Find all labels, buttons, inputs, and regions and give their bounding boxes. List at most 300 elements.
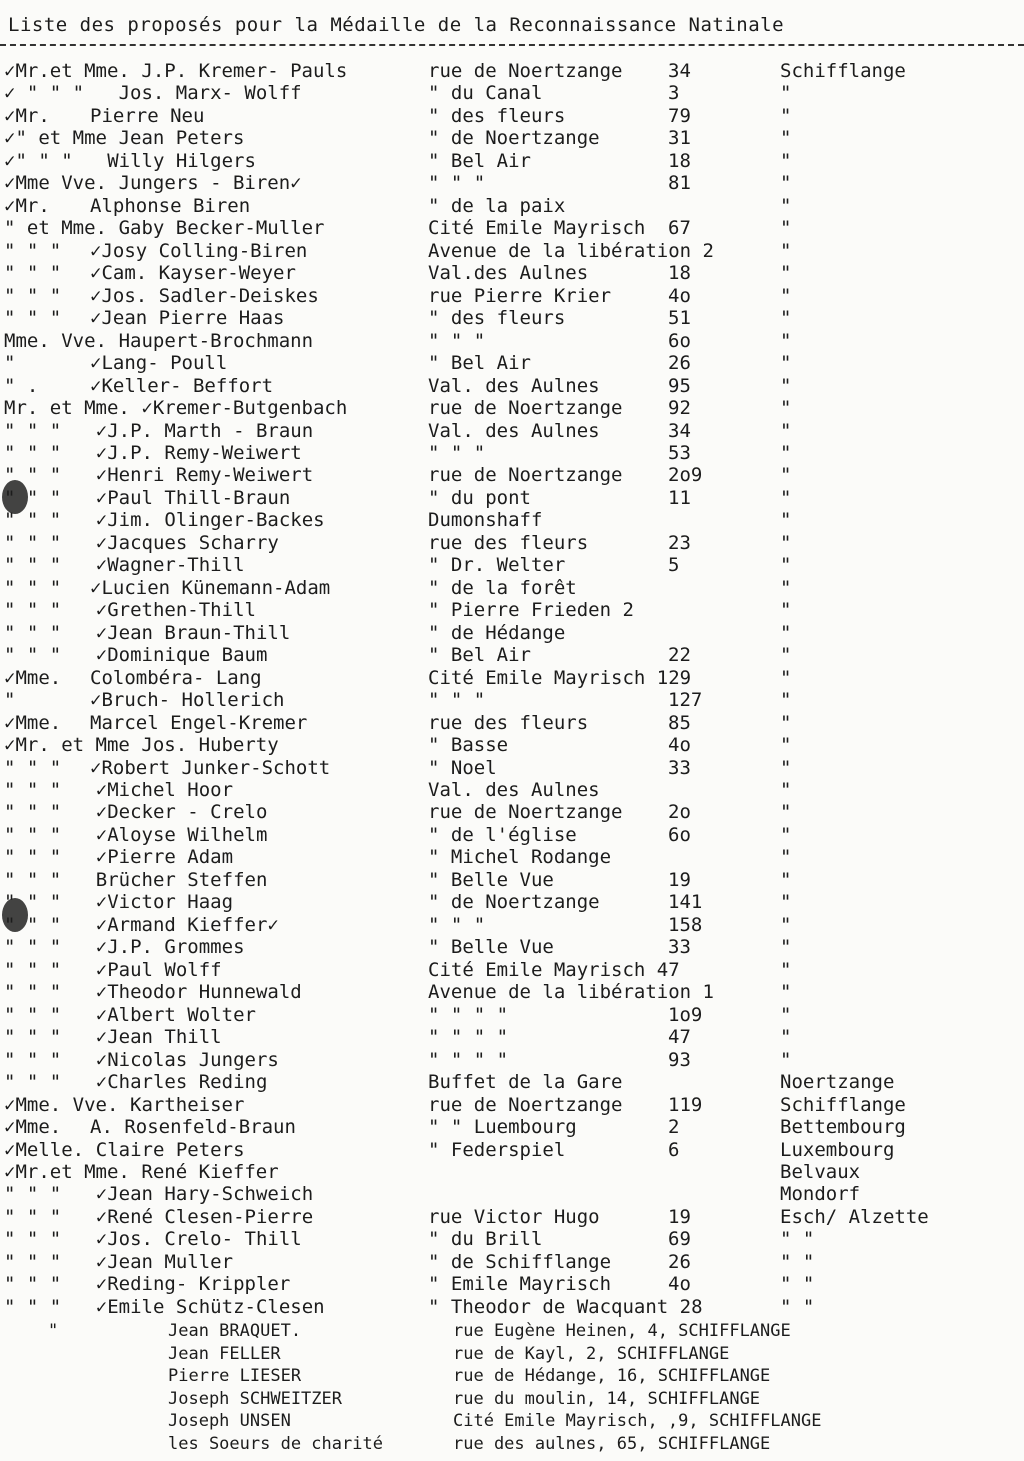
footer-item bbox=[0, 1343, 1024, 1366]
row-name: ✓Josy Colling-Biren bbox=[90, 239, 308, 262]
row-town: " bbox=[780, 666, 792, 689]
row-name: Pierre Neu bbox=[90, 104, 205, 127]
row-name: ✓Jean Hary-Schweich bbox=[95, 1183, 314, 1206]
row-town: " bbox=[780, 554, 792, 577]
row-name: Jungers - Biren✓ bbox=[118, 172, 302, 195]
footer-name: Joseph UNSEN bbox=[168, 1411, 291, 1432]
row-street: " Pierre Frieden 2 bbox=[428, 599, 634, 622]
row-street: " " " bbox=[428, 913, 486, 936]
row-salutation: " " " bbox=[4, 599, 62, 622]
row-street: " " " bbox=[428, 329, 486, 352]
row-salutation: ✓Melle. bbox=[4, 1138, 85, 1161]
list-item bbox=[0, 375, 1024, 397]
row-name: Alphonse Biren bbox=[90, 194, 251, 217]
row-street: Buffet de la Gare bbox=[428, 1071, 623, 1094]
nominee-list bbox=[0, 60, 1024, 1318]
footer-address: rue du moulin, 14, SCHIFFLANGE bbox=[453, 1388, 761, 1409]
row-town: " bbox=[780, 149, 792, 172]
row-town: " bbox=[780, 936, 792, 959]
list-item bbox=[0, 60, 1024, 82]
row-street: " " " bbox=[428, 441, 486, 464]
row-house-number: 26 bbox=[668, 352, 691, 375]
row-salutation: ✓Mr.et Mme. bbox=[4, 1160, 130, 1183]
row-street: " de l'église bbox=[428, 823, 577, 846]
row-name: Jos. Marx- Wolff bbox=[118, 82, 302, 105]
row-street: " " " " bbox=[428, 1003, 509, 1026]
row-town: " bbox=[780, 576, 792, 599]
row-street: " Bel Air bbox=[428, 644, 531, 667]
row-street: rue de Noertzange bbox=[428, 397, 623, 420]
row-name: ✓Grethen-Thill bbox=[95, 599, 256, 622]
row-salutation: " " " bbox=[4, 868, 62, 891]
row-town: " " bbox=[780, 1273, 815, 1296]
row-street: Dumonshaff bbox=[428, 509, 543, 532]
row-town: " bbox=[780, 127, 792, 150]
row-house-number: 93 bbox=[668, 1048, 691, 1071]
row-street: " de Noertzange bbox=[428, 127, 600, 150]
list-item bbox=[0, 1139, 1024, 1161]
row-street: " du Canal bbox=[428, 82, 543, 105]
list-item bbox=[0, 757, 1024, 779]
row-salutation: ✓Mr. bbox=[4, 194, 50, 217]
row-salutation: ✓Mme. bbox=[4, 711, 62, 734]
row-salutation: ✓Mr.et Mme. bbox=[4, 60, 130, 82]
row-town: " bbox=[780, 913, 792, 936]
row-salutation: ✓Mme. bbox=[4, 666, 62, 689]
row-town: Schifflange bbox=[780, 1093, 906, 1116]
row-house-number: 18 bbox=[668, 149, 691, 172]
row-town: " bbox=[780, 599, 792, 622]
row-name: ✓Dominique Baum bbox=[95, 644, 268, 667]
list-item bbox=[0, 1094, 1024, 1116]
row-house-number: 5 bbox=[668, 554, 680, 577]
row-salutation: " " " bbox=[4, 509, 62, 532]
row-town: " bbox=[780, 397, 792, 420]
row-salutation: ✓Mme. bbox=[4, 1116, 62, 1139]
row-town: " bbox=[780, 689, 792, 712]
list-item bbox=[0, 330, 1024, 352]
row-town: " bbox=[780, 734, 792, 757]
row-name: ✓Decker - Crelo bbox=[95, 801, 268, 824]
row-street: rue de Noertzange bbox=[428, 1093, 623, 1116]
row-salutation: " " " bbox=[4, 262, 62, 285]
list-item bbox=[0, 150, 1024, 172]
row-house-number: 53 bbox=[668, 441, 691, 464]
row-street: " Bel Air bbox=[428, 352, 531, 375]
row-house-number: 69 bbox=[668, 1228, 691, 1251]
row-street: " " " " bbox=[428, 1026, 509, 1049]
row-name: ✓Michel Hoor bbox=[95, 779, 234, 801]
row-name: ✓Keller- Beffort bbox=[90, 374, 274, 397]
row-house-number: 67 bbox=[668, 217, 691, 240]
row-house-number: 33 bbox=[668, 756, 691, 779]
row-street: " de Hédange bbox=[428, 621, 566, 644]
row-salutation: " " " bbox=[4, 1026, 62, 1049]
footer-mark: " bbox=[48, 1321, 59, 1341]
row-street: rue de Noertzange bbox=[428, 801, 623, 824]
list-item bbox=[0, 307, 1024, 329]
list-item bbox=[0, 127, 1024, 149]
row-name: ✓Jim. Olinger-Backes bbox=[95, 509, 325, 532]
row-name: ✓Theodor Hunnewald bbox=[95, 981, 302, 1004]
row-salutation: " " " bbox=[4, 891, 62, 914]
row-street: " de Schifflange bbox=[428, 1250, 612, 1273]
row-name: J.P. Kremer- Pauls bbox=[141, 60, 348, 82]
row-house-number: 1o9 bbox=[668, 1003, 703, 1026]
footer-address: rue des aulnes, 65, SCHIFFLANGE bbox=[453, 1433, 771, 1454]
row-town: " bbox=[780, 981, 792, 1004]
row-street: Val. des Aulnes bbox=[428, 779, 600, 801]
list-item bbox=[0, 914, 1024, 936]
list-item bbox=[0, 1161, 1024, 1183]
row-town: " " bbox=[780, 1295, 815, 1318]
row-salutation: " " " bbox=[4, 531, 62, 554]
row-salutation: " " " bbox=[4, 419, 62, 442]
row-town: " bbox=[780, 1048, 792, 1071]
row-name: ✓Emile Schütz-Clesen bbox=[95, 1295, 325, 1318]
row-town: " bbox=[780, 464, 792, 487]
row-salutation: " " " bbox=[4, 1071, 62, 1094]
list-item bbox=[0, 262, 1024, 284]
list-item bbox=[0, 1273, 1024, 1295]
row-street: " Federspiel bbox=[428, 1138, 566, 1161]
row-salutation: " " " bbox=[4, 486, 62, 509]
list-item bbox=[0, 1206, 1024, 1228]
list-item bbox=[0, 172, 1024, 194]
list-item bbox=[0, 217, 1024, 239]
row-street: Cité Emile Mayrisch 47 bbox=[428, 958, 680, 981]
row-salutation: ✓Mme Vve. bbox=[4, 172, 107, 195]
row-street: rue de Noertzange bbox=[428, 60, 623, 82]
row-street: " Belle Vue bbox=[428, 936, 554, 959]
row-town: " bbox=[780, 262, 792, 285]
list-item bbox=[0, 689, 1024, 711]
footer-address: rue de Hédange, 16, SCHIFFLANGE bbox=[453, 1366, 771, 1387]
row-salutation: " " " bbox=[4, 823, 62, 846]
row-house-number: 34 bbox=[668, 60, 691, 82]
row-street: " du pont bbox=[428, 486, 531, 509]
row-house-number: 2o9 bbox=[668, 464, 703, 487]
row-street: " de Noertzange bbox=[428, 891, 600, 914]
row-town: " bbox=[780, 307, 792, 330]
row-name: ✓René Clesen-Pierre bbox=[95, 1205, 314, 1228]
row-salutation: " bbox=[4, 352, 16, 375]
list-item bbox=[0, 397, 1024, 419]
row-house-number: 81 bbox=[668, 172, 691, 195]
list-item bbox=[0, 981, 1024, 1003]
list-item bbox=[0, 554, 1024, 576]
footer-name: Pierre LIESER bbox=[168, 1366, 302, 1387]
row-street: " Theodor de Wacquant 28 bbox=[428, 1295, 703, 1318]
row-town: " bbox=[780, 621, 792, 644]
list-item bbox=[0, 532, 1024, 554]
row-town: " bbox=[780, 846, 792, 869]
list-item bbox=[0, 240, 1024, 262]
row-salutation: " " " bbox=[4, 576, 62, 599]
row-name: Jean Peters bbox=[118, 127, 245, 150]
row-name: Willy Hilgers bbox=[107, 149, 256, 172]
row-house-number: 26 bbox=[668, 1250, 691, 1273]
list-item bbox=[0, 891, 1024, 913]
row-town: " bbox=[780, 958, 792, 981]
row-name: ✓J.P. Marth - Braun bbox=[95, 419, 314, 442]
row-salutation: " " " bbox=[4, 621, 62, 644]
row-town: " bbox=[780, 329, 792, 352]
row-town: " bbox=[780, 374, 792, 397]
row-town: " bbox=[780, 104, 792, 127]
row-house-number: 2o bbox=[668, 801, 691, 824]
row-town: Belvaux bbox=[780, 1160, 861, 1183]
row-street: Val.des Aulnes bbox=[428, 262, 589, 285]
row-town: " bbox=[780, 441, 792, 464]
row-name: Marcel Engel-Kremer bbox=[90, 711, 308, 734]
row-town: " bbox=[780, 284, 792, 307]
row-town: Bettembourg bbox=[780, 1116, 906, 1139]
row-street: " des fleurs bbox=[428, 104, 566, 127]
row-salutation: " " " bbox=[4, 801, 62, 824]
list-item bbox=[0, 1071, 1024, 1093]
list-item bbox=[0, 1004, 1024, 1026]
row-house-number: 141 bbox=[668, 891, 703, 914]
list-item bbox=[0, 734, 1024, 756]
row-street: rue Pierre Krier bbox=[428, 284, 612, 307]
row-house-number: 2 bbox=[668, 1116, 680, 1139]
row-salutation: Mme. Vve. bbox=[4, 329, 107, 352]
row-house-number: 3 bbox=[668, 82, 680, 105]
row-town: " bbox=[780, 194, 792, 217]
row-salutation: " et Mme. bbox=[4, 217, 107, 240]
row-street: Val. des Aulnes bbox=[428, 419, 600, 442]
footer-item bbox=[0, 1433, 1024, 1456]
row-house-number: 34 bbox=[668, 419, 691, 442]
row-salutation: ✓Mr. et Mme bbox=[4, 734, 130, 757]
row-name: Jos. Huberty bbox=[141, 734, 279, 757]
row-name: ✓Jean Braun-Thill bbox=[95, 621, 291, 644]
row-street: " Bel Air bbox=[428, 149, 531, 172]
list-item bbox=[0, 667, 1024, 689]
row-salutation: " " " bbox=[4, 441, 62, 464]
row-name: ✓J.P. Remy-Weiwert bbox=[95, 441, 302, 464]
row-name: ✓Robert Junker-Schott bbox=[90, 756, 331, 779]
row-name: ✓Jean Thill bbox=[95, 1026, 222, 1049]
row-salutation: " " " bbox=[4, 913, 62, 936]
row-salutation: " " " bbox=[4, 307, 62, 330]
row-name: Haupert-Brochmann bbox=[118, 329, 314, 352]
row-street: rue de Noertzange bbox=[428, 464, 623, 487]
list-item bbox=[0, 195, 1024, 217]
list-item bbox=[0, 1026, 1024, 1048]
row-salutation: " " " bbox=[4, 1295, 62, 1318]
list-item bbox=[0, 285, 1024, 307]
row-town: " bbox=[780, 1026, 792, 1049]
footer-list bbox=[0, 1320, 1024, 1456]
list-item bbox=[0, 509, 1024, 531]
row-salutation: ✓Mr. bbox=[4, 104, 50, 127]
row-name: ✓Cam. Kayser-Weyer bbox=[90, 262, 296, 285]
row-name: Claire Peters bbox=[95, 1138, 245, 1161]
row-town: " bbox=[780, 868, 792, 891]
row-house-number: 119 bbox=[668, 1093, 703, 1116]
row-town: " bbox=[780, 801, 792, 824]
row-name: ✓Paul Wolff bbox=[95, 958, 222, 981]
row-salutation: ✓" " " bbox=[4, 149, 73, 172]
list-item bbox=[0, 352, 1024, 374]
row-name: René Kieffer bbox=[141, 1160, 279, 1183]
row-name: Kartheiser bbox=[130, 1093, 245, 1116]
list-item bbox=[0, 105, 1024, 127]
row-name: Brücher Steffen bbox=[95, 868, 268, 891]
row-name: ✓Armand Kieffer✓ bbox=[95, 913, 279, 936]
row-salutation: " " " bbox=[4, 1273, 62, 1296]
row-salutation: " . bbox=[4, 374, 39, 397]
row-house-number: 6 bbox=[668, 1138, 680, 1161]
row-salutation: " " " bbox=[4, 644, 62, 667]
list-item bbox=[0, 779, 1024, 801]
row-name: ✓Victor Haag bbox=[95, 891, 234, 914]
row-street: " Basse bbox=[428, 734, 509, 757]
row-house-number: 22 bbox=[668, 644, 691, 667]
row-town: " bbox=[780, 486, 792, 509]
row-town: Luxembourg bbox=[780, 1138, 895, 1161]
row-salutation: " " " bbox=[4, 936, 62, 959]
row-name: ✓Aloyse Wilhelm bbox=[95, 823, 268, 846]
footer-name: les Soeurs de charité bbox=[168, 1433, 383, 1454]
row-salutation: " " " bbox=[4, 1048, 62, 1071]
row-house-number: 19 bbox=[668, 868, 691, 891]
list-item bbox=[0, 1251, 1024, 1273]
row-street: Cité Emile Mayrisch bbox=[428, 217, 646, 240]
dashed-divider bbox=[0, 44, 1024, 46]
row-house-number: 19 bbox=[668, 1205, 691, 1228]
row-house-number: 79 bbox=[668, 104, 691, 127]
list-item bbox=[0, 1183, 1024, 1205]
row-town: Noertzange bbox=[780, 1071, 895, 1094]
row-town: " bbox=[780, 711, 792, 734]
row-town: " " bbox=[780, 1228, 815, 1251]
row-salutation: Mr. et Mme. bbox=[4, 397, 130, 420]
row-town: " bbox=[780, 239, 792, 262]
row-salutation: " bbox=[4, 689, 16, 712]
row-salutation: " " " bbox=[4, 554, 62, 577]
list-item bbox=[0, 1228, 1024, 1250]
row-name: ✓Jos. Crelo- Thill bbox=[95, 1228, 302, 1251]
row-house-number: 31 bbox=[668, 127, 691, 150]
row-house-number: 18 bbox=[668, 262, 691, 285]
row-salutation: " " " bbox=[4, 284, 62, 307]
list-item bbox=[0, 442, 1024, 464]
list-item bbox=[0, 1296, 1024, 1318]
row-name: ✓Jacques Scharry bbox=[95, 531, 279, 554]
row-town: " bbox=[780, 891, 792, 914]
footer-name: Jean FELLER bbox=[168, 1343, 281, 1364]
list-item bbox=[0, 801, 1024, 823]
row-salutation: ✓Mme. Vve. bbox=[4, 1093, 119, 1116]
footer-address: rue de Kayl, 2, SCHIFFLANGE bbox=[453, 1343, 730, 1364]
row-street: " de la paix bbox=[428, 194, 566, 217]
footer-item bbox=[0, 1365, 1024, 1388]
row-street: " Dr. Welter bbox=[428, 554, 566, 577]
list-item bbox=[0, 1116, 1024, 1138]
row-name: ✓Jean Pierre Haas bbox=[90, 307, 285, 330]
row-name: ✓Bruch- Hollerich bbox=[90, 689, 285, 712]
list-item bbox=[0, 936, 1024, 958]
list-item bbox=[0, 420, 1024, 442]
row-town: Schifflange bbox=[780, 60, 906, 82]
row-salutation: " " " bbox=[4, 1250, 62, 1273]
row-name: ✓Jos. Sadler-Deiskes bbox=[90, 284, 319, 307]
row-house-number: 4o bbox=[668, 734, 691, 757]
row-street: " Michel Rodange bbox=[428, 846, 612, 869]
row-town: " bbox=[780, 779, 792, 801]
row-street: Avenue de la libération 2 bbox=[428, 239, 714, 262]
list-item bbox=[0, 82, 1024, 104]
row-name: ✓Jean Muller bbox=[95, 1250, 234, 1273]
footer-address: rue Eugène Heinen, 4, SCHIFFLANGE bbox=[453, 1321, 791, 1341]
list-item bbox=[0, 1049, 1024, 1071]
row-name: ✓Wagner-Thill bbox=[95, 554, 245, 577]
list-item bbox=[0, 599, 1024, 621]
footer-name: Jean BRAQUET. bbox=[168, 1321, 302, 1341]
row-house-number: 47 bbox=[668, 1026, 691, 1049]
row-street: " Noel bbox=[428, 756, 497, 779]
row-house-number: 127 bbox=[668, 689, 703, 712]
row-town: " bbox=[780, 217, 792, 240]
row-house-number: 4o bbox=[668, 1273, 691, 1296]
row-town: " bbox=[780, 756, 792, 779]
row-name: ✓Lucien Künemann-Adam bbox=[90, 576, 331, 599]
row-salutation: " " " bbox=[4, 464, 62, 487]
row-name: Gaby Becker-Muller bbox=[118, 217, 325, 240]
row-name: ✓J.P. Grommes bbox=[95, 936, 245, 959]
row-house-number: 4o bbox=[668, 284, 691, 307]
list-item bbox=[0, 577, 1024, 599]
row-house-number: 158 bbox=[668, 913, 703, 936]
row-street: rue Victor Hugo bbox=[428, 1205, 600, 1228]
list-item bbox=[0, 712, 1024, 734]
footer-name: Joseph SCHWEITZER bbox=[168, 1388, 342, 1409]
row-street: rue des fleurs bbox=[428, 711, 589, 734]
row-house-number: 23 bbox=[668, 531, 691, 554]
list-item bbox=[0, 622, 1024, 644]
row-street: " de la forêt bbox=[428, 576, 577, 599]
list-item bbox=[0, 464, 1024, 486]
row-name: ✓Albert Wolter bbox=[95, 1003, 256, 1026]
row-salutation: ✓" et Mme bbox=[4, 127, 107, 150]
row-salutation: ✓ " " " bbox=[4, 82, 85, 105]
row-name: Colombéra- Lang bbox=[90, 666, 262, 689]
row-house-number: 95 bbox=[668, 374, 691, 397]
row-name: ✓Nicolas Jungers bbox=[95, 1048, 279, 1071]
row-street: " " " bbox=[428, 689, 486, 712]
row-town: " bbox=[780, 531, 792, 554]
list-item bbox=[0, 487, 1024, 509]
row-name: ✓Charles Reding bbox=[95, 1071, 268, 1094]
row-salutation: " " " bbox=[4, 1183, 62, 1206]
row-name: ✓Paul Thill-Braun bbox=[95, 486, 291, 509]
row-street: " des fleurs bbox=[428, 307, 566, 330]
row-house-number: 6o bbox=[668, 823, 691, 846]
row-street: Avenue de la libération 1 bbox=[428, 981, 714, 1004]
row-house-number: 51 bbox=[668, 307, 691, 330]
row-house-number: 85 bbox=[668, 711, 691, 734]
row-house-number: 33 bbox=[668, 936, 691, 959]
row-salutation: " " " bbox=[4, 239, 62, 262]
list-item bbox=[0, 824, 1024, 846]
row-name: ✓Lang- Poull bbox=[90, 352, 228, 375]
row-name: ✓Reding- Krippler bbox=[95, 1273, 291, 1296]
row-street: " " " " bbox=[428, 1048, 509, 1071]
footer-address: Cité Emile Mayrisch, ,9, SCHIFFLANGE bbox=[453, 1411, 822, 1432]
